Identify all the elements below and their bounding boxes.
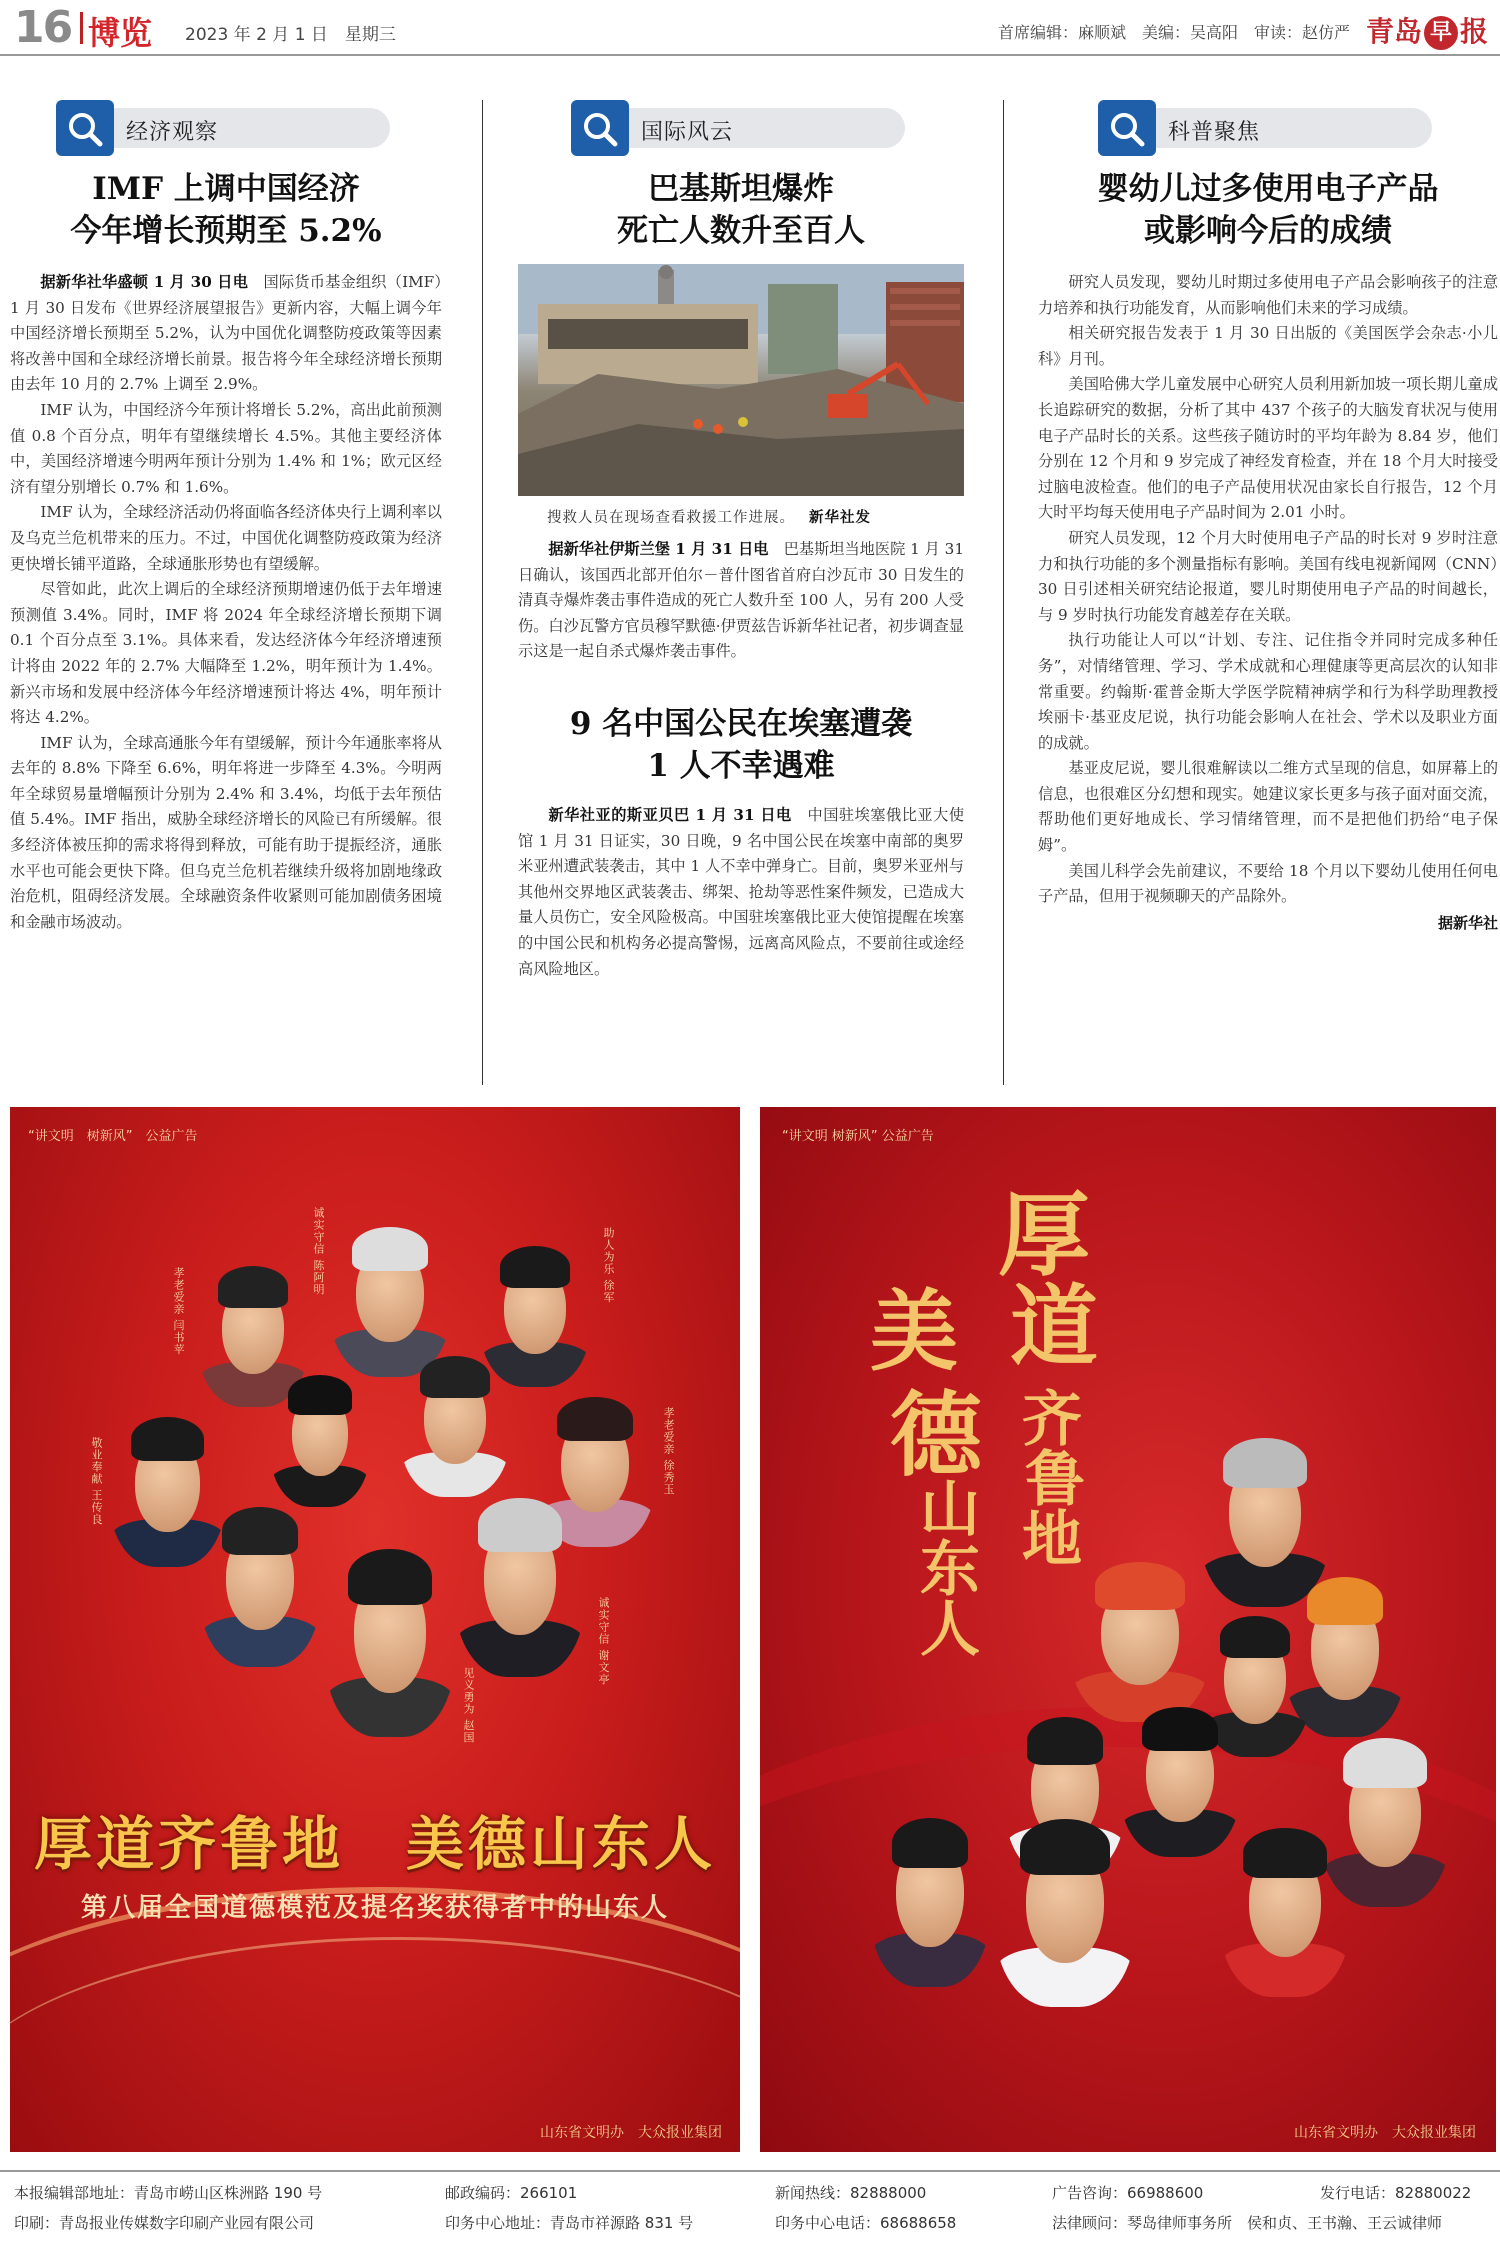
portrait (325, 1537, 455, 1737)
rubble-scene-image (518, 264, 964, 496)
footer-ad-contact: 广告咨询：66988600 (1052, 2184, 1204, 2202)
editor-credits: 首席编辑：麻顺斌 美编：吴高阳 审读：赵仿严 (997, 23, 1350, 42)
poster-subtitle: 第八届全国道德模范及提名奖获得者中的山东人 (80, 1893, 669, 1923)
headline-line-2: 今年增长预期至 5.2% (70, 213, 382, 249)
honoree-label: 诚实守信 谢文亭 (597, 1597, 610, 1686)
calligraphy-char: 山 (920, 1475, 980, 1545)
calligraphy-char: 地 (1022, 1505, 1082, 1575)
paragraph: 美国儿科学会先前建议，不要给 18 个月以下婴幼儿使用任何电子产品，但用于视频聊天的产品除外。 (1038, 861, 1498, 906)
headline-line-2: 或影响今后的成绩 (1144, 213, 1392, 249)
calligraphy-char: 人 (920, 1595, 980, 1665)
calligraphy-char: 厚 (998, 1181, 1091, 1289)
page-number: 16 (14, 2, 72, 53)
honoree-label: 助人为乐 徐军 (602, 1227, 615, 1304)
footer-editorial-address: 本报编辑部地址：青岛市崂山区株洲路 190 号 (14, 2184, 323, 2202)
footer-print-phone: 印务中心电话：68688658 (775, 2214, 957, 2232)
footer-postcode: 邮政编码：266101 (445, 2184, 578, 2202)
headline-line-1: IMF 上调中国经济 (92, 171, 360, 207)
section-title: 科普聚焦 (1168, 120, 1261, 145)
paragraph: IMF 认为，中国经济今年预计将增长 5.2%，高出此前预测值 0.8 个百分点，明年有望继续增长 4.5%。其他主要经济体中，美国经济增速今明两年预计分别为 1.4% 和 1%；欧元区经济有望分别增长 0.7% 和 1.6%。 (10, 400, 442, 496)
paragraph: IMF 认为，全球经济活动仍将面临各经济体央行上调利率以及乌克兰危机带来的压力。不过，中国优化调整防疫政策为经济更快增长铺平道路，全球通胀形势也有望缓解。 (10, 503, 442, 573)
calligraphy-char: 道 (1010, 1274, 1099, 1378)
section-label (1098, 100, 1438, 150)
calligraphy-char: 美 (870, 1279, 959, 1383)
search-icon (56, 100, 114, 156)
honoree-label: 见义勇为 赵国 (462, 1667, 475, 1744)
poster-tag: “讲文明 树新风” 公益广告 (28, 1129, 198, 1144)
honoree-label: 孝老爱亲 闫书苹 (172, 1267, 185, 1356)
issue-date: 2023 年 2 月 1 日 星期三 (185, 25, 396, 45)
poster-organizer: 山东省文明办 大众报业集团 (1294, 2125, 1476, 2141)
headline-line-1: 婴幼儿过多使用电子产品 (1097, 171, 1439, 207)
calligraphy-char: 齐 (1022, 1385, 1082, 1455)
news-photo (518, 264, 964, 496)
poster-organizer: 山东省文明办 大众报业集团 (540, 2125, 722, 2141)
article-body (10, 270, 442, 935)
poster-tag: “讲文明 树新风” 公益广告 (782, 1129, 934, 1144)
calligraphy-char: 鲁 (1025, 1445, 1085, 1515)
logo-text-right: 报 (1459, 15, 1488, 48)
footer-legal-counsel: 法律顾问：琴岛律师事务所 侯和贞、王书瀚、王云诚律师 (1052, 2214, 1443, 2232)
honoree-label: 孝老爱亲 徐秀玉 (662, 1407, 675, 1496)
paragraph: 巴基斯坦当地医院 1 月 31 日确认，该国西北部开伯尔－普什图省首府白沙瓦市 30 日发生的清真寺爆炸袭击事件造成的死亡人数升至 100 人，另有 200 人受伤。白沙瓦警方官员穆罕默德·伊贾兹告诉新华社记者，初步调查显示这是一起自杀式爆炸袭击事件。 (518, 540, 964, 661)
paragraph: 中国驻埃塞俄比亚大使馆 1 月 31 日证实，30 日晚，9 名中国公民在埃塞中南部的奥罗米亚州遭武装袭击，其中 1 人不幸中弹身亡。目前，奥罗米亚州与其他州交界地区武装袭击、绑架、抢劫等恶性案件频发，已造成大量人员伤亡，安全风险极高。中国驻埃塞俄比亚大使馆提醒在埃塞的中国公民和机构务必提高警惕，远离高风险点，不要前往或途经高风险地区。 (518, 805, 965, 978)
newspaper-logo (1366, 10, 1488, 50)
article-international (518, 100, 964, 982)
paragraph: 相关研究报告发表于 1 月 30 日出版的《美国医学会杂志·小儿科》月刊。 (1038, 324, 1498, 368)
paragraph: IMF 认为，全球高通胀今年有望缓解，预计今年通胀率将从去年的 8.8% 下降至 6.6%，明年将进一步降至 4.3%。今明两年全球贸易量增幅预计分别为 2.4% 和 3.4%，均低于去年预估值 5.4%。IMF 指出，威胁全球经济增长的风险已有所缓解。很多经济体被压抑的需求将得到释放，可能有助于提振经济，通胀水平也可能会更快下降。但乌克兰危机若继续升级将加剧地缘政治危机，阻碍经济发展。全球融资条件收紧则可能加剧债务困境和金融市场波动。 (10, 733, 442, 931)
section-title: 经济观察 (126, 120, 219, 145)
column-divider (482, 100, 483, 1085)
logo-mark: 早 (1424, 16, 1458, 50)
article-body (518, 537, 964, 665)
calligraphy-char: 德 (890, 1381, 983, 1489)
portrait (1220, 1817, 1350, 1997)
poster-title: 厚道齐鲁地 美德山东人 (33, 1810, 716, 1878)
paragraph: 尽管如此，此次上调后的全球经济预期增速仍低于去年增速预测值 3.4%。同时，IMF 将 2024 年全球经济增长预期下调 0.1 个百分点至 3.1%。具体来看，发达经济体今年经济增速预计将由 2022 年的 2.7% 大幅降至 1.2%，明年预计为 1.4%。新兴市场和发展中经济体今年经济增速预计将达 4%，明年预计将达 4.2%。 (10, 580, 442, 727)
article-science (1038, 100, 1498, 933)
dateline: 据新华社华盛顿 1 月 30 日电 (40, 273, 249, 291)
honoree-label: 诚实守信 陈阿明 (312, 1207, 325, 1296)
section-name: 博览 (88, 14, 153, 52)
logo-text-left: 青岛 (1365, 15, 1422, 48)
dateline: 据新华社伊斯兰堡 1 月 31 日电 (548, 540, 769, 558)
search-icon (571, 100, 629, 156)
portrait (400, 1347, 510, 1497)
paragraph: 基亚皮尼说，婴儿很难解读以二维方式呈现的信息，如屏幕上的信息，也很难区分幻想和现实。她建议家长更多与孩子面对面交流，帮助他们更好地成长、学习情绪管理，而不是把他们扔给“电子保姆”。 (1038, 759, 1498, 855)
portrait (200, 1497, 320, 1667)
page-header (0, 0, 1500, 55)
headline-2-line-1: 9 名中国公民在埃塞遭袭 (569, 705, 913, 742)
headline-line-1: 巴基斯坦爆炸 (648, 171, 834, 207)
header-divider (80, 12, 83, 44)
paragraph: 美国哈佛大学儿童发展中心研究人员利用新加坡一项长期儿童成长追踪研究的数据，分析了其中 437 个孩子的大脑发育状况与使用电子产品时长的关系。这些孩子随访时的平均年龄为 8.84 岁，他们分别在 12 个月和 9 岁完成了神经发育检查，并在 18 个月大时接受过脑电波检查。他们的电子产品使用状况由家长自行报告，12 个月大时平均每天使用电子产品时间为 2.01 小时。 (1038, 375, 1498, 522)
portrait (870, 1807, 990, 1987)
paragraph: 国际货币基金组织（IMF）1 月 30 日发布《世界经济展望报告》更新内容，大幅上调今年中国经济增长预期至 5.2%，认为中国优化调整防疫政策等因素将改善中国和全球经济增长前景。报告将今年全球经济增长预期由去年 10 月的 2.7% 上调至 2.9%。 (10, 273, 442, 394)
paragraph: 研究人员发现，12 个月大时使用电子产品的时长对 9 岁时注意力和执行功能的多个测量指标有影响。美国有线电视新闻网（CNN）30 日引述相关研究结论报道，婴儿时期使用电子产品的时间越长，与 9 岁时执行功能发育越差存在关联。 (1038, 528, 1498, 624)
portrait (270, 1367, 370, 1507)
calligraphy-char: 东 (920, 1535, 980, 1605)
headline-line-2: 死亡人数升至百人 (617, 213, 865, 249)
portrait (455, 1487, 585, 1677)
column-divider (1003, 100, 1004, 1085)
public-service-poster-left (10, 1107, 740, 2152)
paragraph: 研究人员发现，婴幼儿时期过多使用电子产品会影响孩子的注意力培养和执行功能发育，从而影响他们未来的学习成绩。 (1038, 273, 1498, 317)
header-rule (0, 54, 1500, 56)
portrait (480, 1237, 590, 1387)
footer-rule (0, 2170, 1500, 2172)
caption-text: 搜救人员在现场查看救援工作进展。 (547, 510, 795, 526)
byline: 据新华社 (1437, 913, 1498, 932)
portrait (1120, 1697, 1240, 1857)
paragraph: 执行功能让人可以“计划、专注、记住指令并同时完成多种任务”，对情绪管理、学习、学术成就和心理健康等更高层次的认知非常重要。约翰斯·霍普金斯大学医学院精神病学和行为科学助理教授埃丽卡·基亚皮尼说，执行功能会影响人在社会、学术以及职业方面的成就。 (1038, 631, 1498, 752)
section-title: 国际风云 (641, 120, 734, 145)
dateline: 新华社亚的斯亚贝巴 1 月 31 日电 (548, 805, 792, 824)
photo-caption (518, 506, 964, 527)
footer-news-hotline: 新闻热线：82888000 (775, 2184, 927, 2202)
article-body-2 (518, 803, 964, 982)
search-icon (1098, 100, 1156, 156)
footer-distribution-phone: 发行电话：82880022 (1320, 2184, 1472, 2202)
headline-2-line-2: 1 人不幸遇难 (647, 747, 835, 784)
article-body (1038, 270, 1498, 910)
portrait (995, 1807, 1135, 2007)
section-label (571, 100, 911, 150)
photo-credit: 新华社发 (809, 509, 871, 526)
footer-printer: 印刷：青岛报业传媒数字印刷产业园有限公司 (14, 2214, 315, 2232)
honoree-label: 敬业奉献 王传良 (90, 1437, 103, 1526)
footer-print-address: 印务中心地址：青岛市祥源路 831 号 (445, 2214, 694, 2232)
article-economy (10, 100, 442, 935)
section-label (56, 100, 396, 150)
public-service-poster-right (760, 1107, 1496, 2152)
